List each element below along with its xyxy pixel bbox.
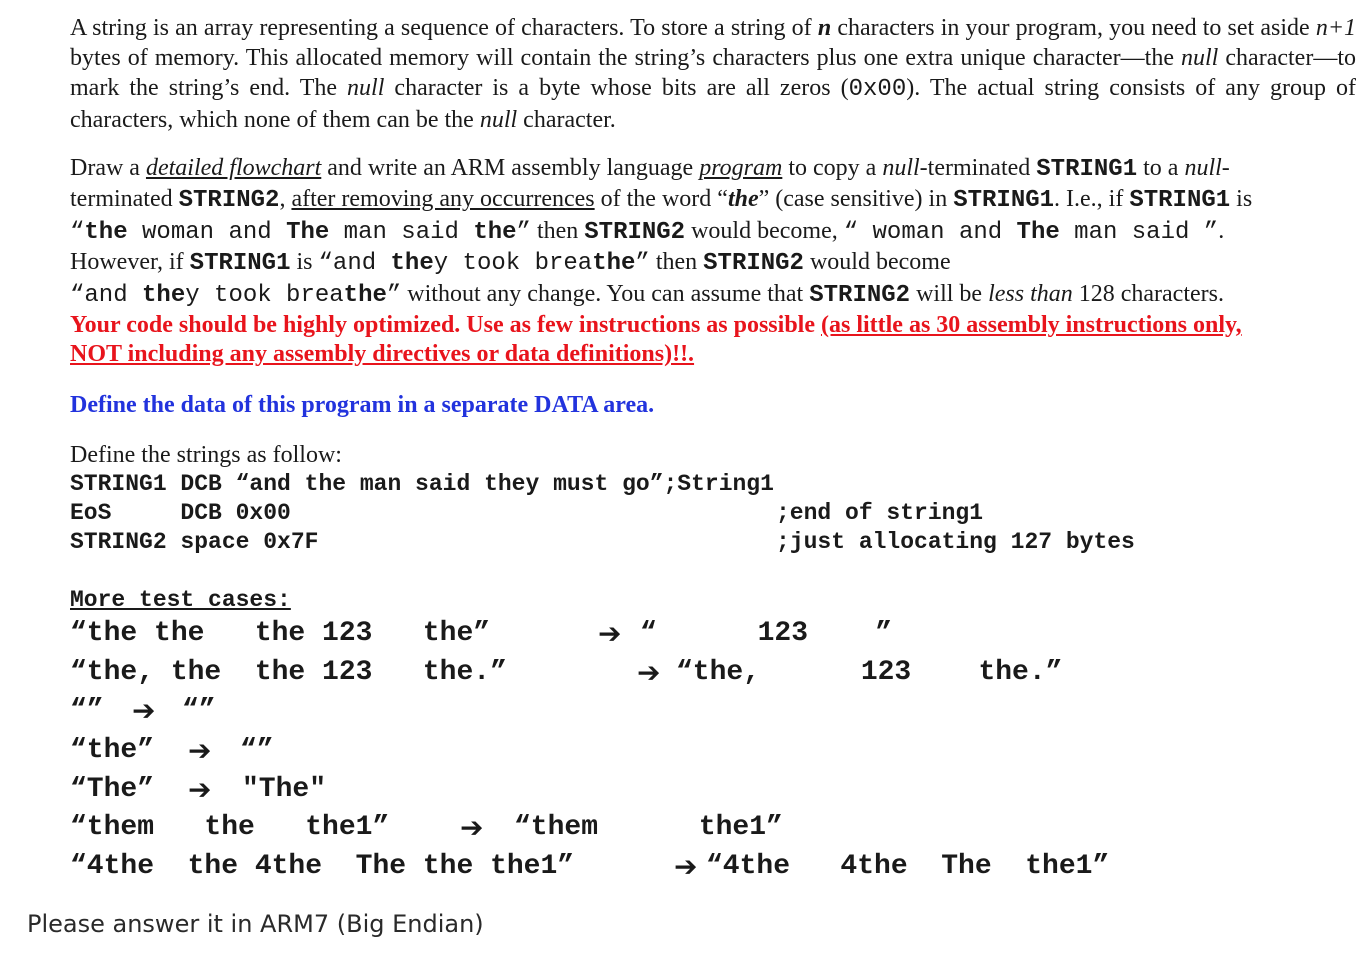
code-comment-string2: ;just allocating 127 bytes [776,529,1135,555]
test-input-2: “the, the the 123 the.” [70,657,507,688]
text: then [649,249,704,275]
example-text: man said ” [1059,219,1219,246]
example-text: ” [516,219,531,246]
intro-text: character—to mark the string’s end. The [70,45,1356,101]
removal-emphasis: after removing any occurrences [291,186,595,212]
example-text: “ [70,219,85,246]
text: is [290,249,319,275]
text: NOT including any assembly directives or data definitions)!!. [70,341,695,367]
test-output-6: “them the1” [514,812,783,843]
text: without any change. You can assume that [401,281,810,307]
program-emphasis: program [699,155,783,181]
arrow-icon: ➔ [598,617,622,650]
task-line-2 [70,184,1252,216]
example-the: the [84,219,128,246]
example-the: the [473,219,517,246]
null-term: null [479,107,518,133]
optimization-requirement-cont [70,339,694,369]
data-area-note: Define the data of this program in a separate DATA area. [70,392,655,418]
test-cases-heading: More test cases: [70,587,291,613]
text: terminated [70,186,179,212]
text: , [279,186,292,212]
example-text: “and [318,250,391,277]
text: to copy a [782,155,883,181]
task-line-1 [70,153,1230,185]
null-term: null [1181,45,1219,71]
test-input-5: “The” [70,774,155,805]
string1-name: STRING1 [953,187,1055,214]
example-the: the [390,250,434,277]
text: would become [803,249,951,275]
test-output-1: “ 123 ” [640,618,893,649]
text: of the word “ [594,186,728,212]
test-output-3: “” [182,695,216,726]
example-the: the [343,282,387,309]
test-input-6: “them the the1” [70,812,390,843]
string2-name: STRING2 [703,250,804,277]
text: would become, [685,218,844,244]
test-output-2: “the, 123 the.” [676,657,1063,688]
footer-note: Please answer it in ARM7 (Big Endian) [27,910,484,938]
code-string2: STRING2 space 0x7F [70,529,319,555]
test-input-3: “” [70,695,104,726]
text: will be [910,281,989,307]
string1-name: STRING1 [1129,187,1231,214]
task-line-4 [70,247,951,279]
task-line-5 [70,279,1224,311]
test-output-5: "The" [242,774,327,805]
example-text: y took brea [185,282,344,309]
text: However, if [70,249,190,275]
example-text: y took brea [433,250,593,277]
text: 128 characters. [1072,281,1224,307]
arrow-icon: ➔ [460,811,484,844]
arrow-icon: ➔ [188,773,212,806]
code-string1: STRING1 DCB “and the man said they must go”;String1 [70,471,774,497]
intro-text: characters in your program, you need to set aside [831,15,1316,41]
code-eos: EoS DCB 0x00 [70,500,291,526]
text: is [1230,186,1253,212]
null-term: null- [1184,155,1230,181]
intro-text: bytes of memory. This allocated memory will contain the string’s characters plus one extra unique character—the [70,45,1182,71]
example-text: “and [70,282,143,309]
word-the: the [727,186,759,212]
example-the-cap: The [286,219,330,246]
text: then [530,218,585,244]
null-term: null [882,155,920,181]
string2-name: STRING2 [178,187,280,214]
text: to a [1137,155,1185,181]
example-the: the [142,282,186,309]
example-the-cap: The [1016,219,1060,246]
string1-name: STRING1 [189,250,291,277]
example-text: woman and [127,219,287,246]
intro-text: character. [517,107,616,133]
example-text: man said [329,219,474,246]
text: . [1218,218,1225,244]
text: -terminated [919,155,1037,181]
arrow-icon: ➔ [132,694,156,727]
flowchart-emphasis: detailed flowchart [145,155,322,181]
string1-name: STRING1 [1036,156,1138,183]
intro-text: ). The actual string consists of any group of characters, which none of them can be the [70,75,1357,133]
example-text: ” [386,282,402,309]
test-input-7: “4the the 4the The the the1” [70,851,575,882]
example-the: the [592,250,636,277]
test-output-4: “” [240,735,274,766]
intro-paragraph [70,13,1356,135]
less-than-emphasis: less than [988,281,1073,307]
n1-var: n+1 [1315,15,1357,41]
n-var: n [817,15,832,41]
arrow-icon: ➔ [637,656,661,689]
string2-name: STRING2 [809,282,911,309]
text: and write an ARM assembly language [321,155,700,181]
string2-name: STRING2 [584,219,686,246]
test-input-4: “the” [70,735,155,766]
text: ” (case sensitive) in [758,186,954,212]
code-comment-eos: ;end of string1 [776,500,984,526]
example-text: ” [635,250,650,277]
instruction-limit: (as little as 30 assembly instructions only, [820,312,1242,338]
null-term: null [347,75,385,101]
example-text: “ woman and [843,219,1017,246]
intro-text: A string is an array representing a sequence of characters. To store a string of [70,15,818,41]
define-intro: Define the strings as follow: [70,442,342,468]
hex-zero: 0x00 [848,76,907,103]
test-output-7: “4the 4the The the1” [706,851,1110,882]
text: Draw a [70,155,146,181]
intro-text: character is a byte whose bits are all zeros ( [384,75,849,101]
arrow-icon: ➔ [674,850,698,883]
arrow-icon: ➔ [188,734,212,767]
test-input-1: “the the the 123 the” [70,618,491,649]
task-line-3 [70,216,1224,248]
optimization-requirement [70,310,1242,340]
text: . I.e., if [1054,186,1130,212]
text: Your code should be highly optimized. Use as few instructions as possible [70,312,821,338]
